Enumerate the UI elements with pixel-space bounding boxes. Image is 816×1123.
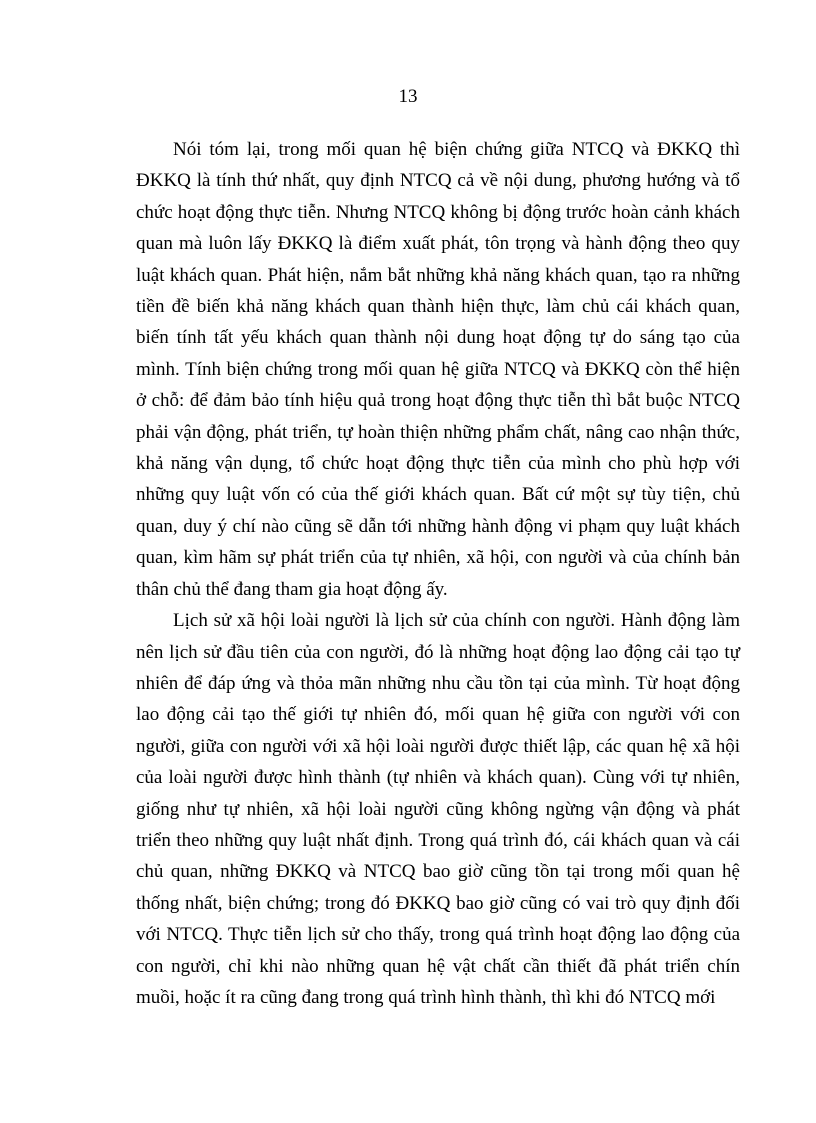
body-text [136,134,740,1013]
page-number: 13 [398,86,418,107]
paragraph-2: Lịch sử xã hội loài người là lịch sử của chính con người. Hành động làm nên lịch sử đầu tiên của con người, đó là những hoạt động lao động cải tạo tự nhiên để đáp ứng và thỏa mãn những nhu cầu tồn tại của mình. Từ hoạt động lao động cải tạo thế giới tự nhiên đó, mối quan hệ giữa con người với con người, giữa con người với xã hội loài người được thiết lập, các quan hệ xã hội của loài người được hình thành (tự nhiên và khách quan). Cùng với tự nhiên, giống như tự nhiên, xã hội loài người cũng không ngừng vận động và phát triển theo những quy luật nhất định. Trong quá trình đó, cái khách quan và cái chủ quan, những ĐKKQ và NTCQ bao giờ cũng tồn tại trong mối quan hệ thống nhất, biện chứng; trong đó ĐKKQ bao giờ cũng có vai trò quy định đối với NTCQ. Thực tiễn lịch sử cho thấy, trong quá trình hoạt động lao động của con người, chỉ khi nào những quan hệ vật chất cần thiết đã phát triển chín muồi, hoặc ít ra cũng đang trong quá trình hình thành, thì khi đó NTCQ mới [136,610,740,1008]
paragraph-1: Nói tóm lại, trong mối quan hệ biện chứng giữa NTCQ và ĐKKQ thì ĐKKQ là tính thứ nhất, quy định NTCQ cả về nội dung, phương hướng và tổ chức hoạt động thực tiễn. Nhưng NTCQ không bị động trước hoàn cảnh khách quan mà luôn lấy ĐKKQ là điểm xuất phát, tôn trọng và hành động theo quy luật khách quan. Phát hiện, nắm bắt những khả năng khách quan, tạo ra những tiền đề biến khả năng khách quan thành hiện thực, làm chủ cái khách quan, biến tính tất yếu khách quan thành nội dung hoạt động tự do sáng tạo của mình. Tính biện chứng trong mối quan hệ giữa NTCQ và ĐKKQ còn thể hiện ở chỗ: để đảm bảo tính hiệu quả trong hoạt động thực tiễn thì bắt buộc NTCQ phải vận động, phát triển, tự hoàn thiện những phẩm chất, nâng cao nhận thức, khả năng vận dụng, tổ chức hoạt động thực tiễn của mình cho phù hợp với những quy luật vốn có của thế giới khách quan. Bất cứ một sự tùy tiện, chủ quan, duy ý chí nào cũng sẽ dẫn tới những hành động vi phạm quy luật khách quan, kìm hãm sự phát triển của tự nhiên, xã hội, con người và của chính bản thân chủ thể đang tham gia hoạt động ấy. [136,139,740,600]
